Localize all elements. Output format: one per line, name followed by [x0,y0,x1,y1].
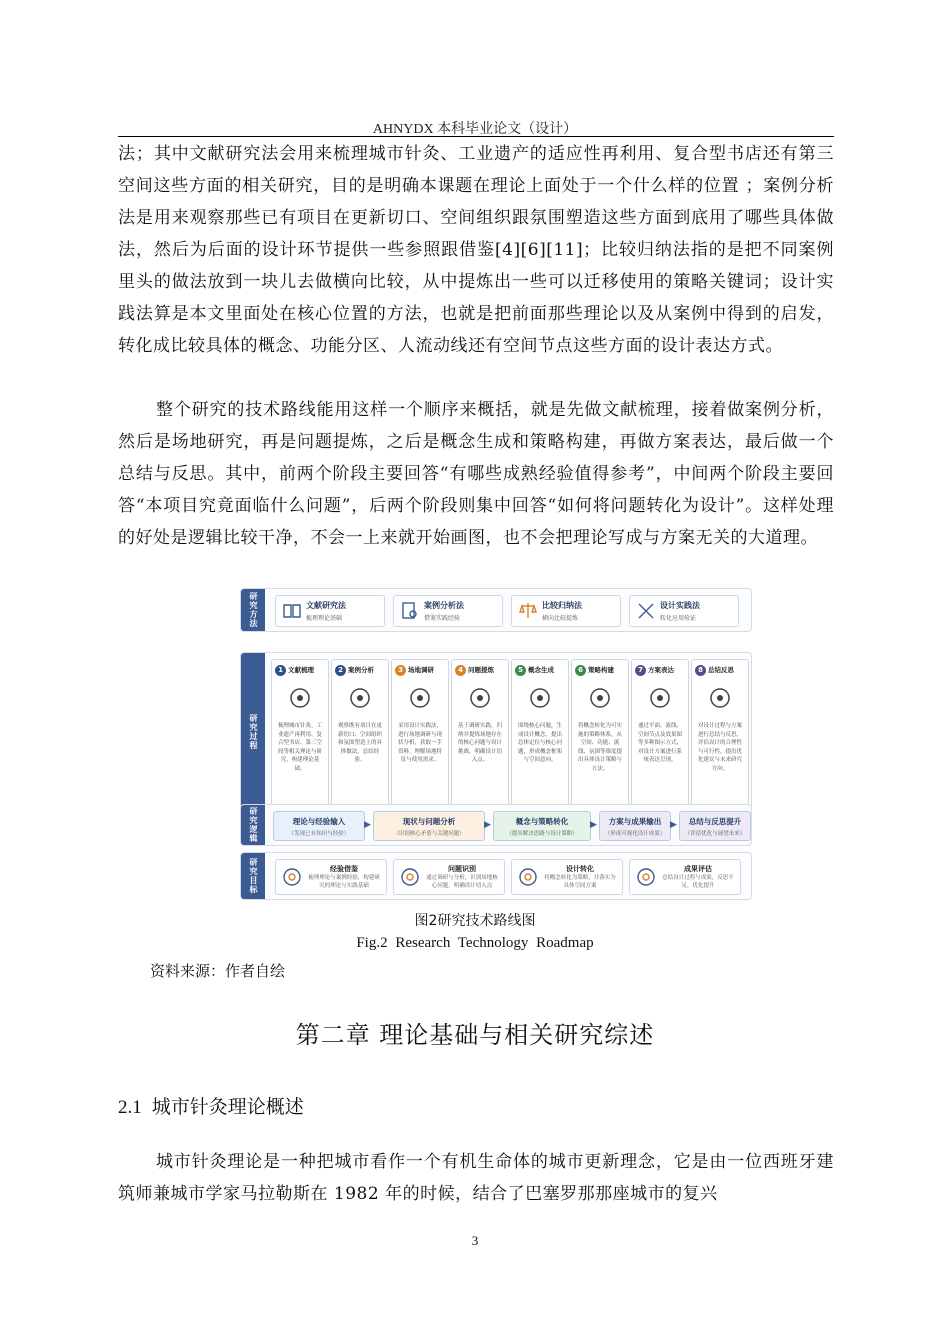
step-number: 4 [455,665,466,676]
step-title: 概念生成 [528,666,554,674]
methods-row [240,588,752,632]
chapter-title: 第二章 理论基础与相关研究综述 [295,1021,655,1049]
goal-card [275,859,387,895]
arrow-right-icon: ▶ [364,820,371,830]
logic-sub: （评估优化与展望未来） [684,831,746,837]
location-pin-icon [408,686,432,710]
logic-title: 概念与策略转化 [515,817,569,826]
header-rule [118,136,834,137]
question-icon [468,686,492,710]
document-search-icon [400,601,420,621]
goal-card [629,859,741,895]
process-step-card [571,659,629,807]
paragraph-roadmap: 整个研究的技术路线能用这样一个顺序来概括，就是先做文献梳理，接着做案例分析，然后是场地研究，再是问题提炼，之后是概念生成和策略构建，再做方案表达，最后做一个总结与反思。其中，前两个阶段主要回答“有哪些成熟经验值得参考”，中间两个阶段主要回答“本项目究竟面临什么问题”，后两个阶段则集中回答“如何将问题转化为设计”。这样处理的好处是逻辑比较干净，不会一上来就开始画图，也不会把理论写成与方案无关的大道理。 [118,400,834,548]
goal-sub: 梳理理论与案例经验，构建研究的理论与实践基础 [308,875,380,889]
logic-sub: （提出解决思路与设计策略） [506,831,578,837]
step-number: 5 [515,665,526,676]
book-icon [282,601,302,621]
logic-step [493,811,591,841]
step-description: 梳理城市针灸、工业遗产再利用、复合型书店、第三空间等相关理论与研究，构建理论基础。 [277,723,322,772]
goal-sub: 将概念转化为策略，并落实为具体空间方案 [544,875,616,889]
arrow-right-icon: ▶ [484,820,491,830]
logic-step [679,811,751,841]
step-description: 将概念转化为可实施的策略体系，从空间、功能、流线、氛围等维度提出具体设计策略与方法。 [577,723,622,772]
logic-step [273,811,365,841]
process-step-card [271,659,329,807]
logic-title: 方案与成果输出 [608,817,662,826]
method-sub: 转化应用验证 [660,615,697,622]
method-card [275,595,385,627]
step-description: 采用设计实践法，进行场地调研与现状分析，获取一手资料，理解场地特征与使用需求。 [397,723,442,763]
section-number: 2.1 [118,1097,142,1118]
logic-step [599,811,671,841]
method-card [393,595,503,627]
step-description: 观察既有项目在更新切口、空间组织和氛围塑造上的具体做法，总结经验。 [337,723,382,763]
row-label-goals: 研究目标 [241,853,265,899]
process-step-card [511,659,569,807]
paragraph-methods: 法；其中文献研究法会用来梳理城市针灸、工业遗产的适应性再利用、复合型书店还有第三空间这些方面的相关研究，目的是明确本课题在理论上面处于一个什么样的位置 ；案例分析法是用来观察那些已有项目在更新切口、空间组织跟氛围塑造这些方面到底用了哪些具体做法，然后为后面的设计环节提供一些参照跟借鉴[4][6][11]；比较归纳法指的是把不同案例里头的做法放到一块儿去做横向比较，从中提炼出一些可以迁移使用的策略关键词；设计实践法算是本文里面处在核心位置的方法，也就是把前面那些理论以及从案例中得到的启发，转化成比较具体的概念、功能分区、人流动线还有空间节点这些方面的设计表达方式。 [118,144,834,356]
logic-sub: （发现已有知识与经验） [288,831,350,837]
arrow-right-icon: ▶ [670,820,677,830]
logic-title: 现状与问题分析 [402,817,456,826]
goal-title: 经验借鉴 [330,865,358,873]
logic-sub: （识别核心矛盾与关键问题） [393,831,465,837]
process-step-card [631,659,689,807]
network-icon [588,686,612,710]
cube-icon [648,686,672,710]
check-circle-icon [636,867,656,887]
pencil-ruler-icon [636,601,656,621]
process-step-card [331,659,389,807]
process-row [240,652,752,812]
method-title: 设计实践法 [660,601,700,610]
figure-source: 资料来源：作者自绘 [150,962,286,980]
paragraph-urban-acupuncture: 城市针灸理论是一种把城市看作一个有机生命体的城市更新理念，它是由一位西班牙建筑师兼城市学家马拉勒斯在 1982 年的时候，结合了巴塞罗那那座城市的复兴 [118,1152,834,1204]
page-number: 3 [471,1233,479,1248]
method-sub: 横向比较提炼 [542,615,579,622]
logic-title: 理论与经验输入 [292,817,346,826]
step-title: 问题提炼 [468,666,494,674]
row-label-process: 研究过程 [241,653,265,811]
step-number: 6 [575,665,586,676]
step-description: 围绕核心问题，生成设计概念，提出总体定位与核心问题，形成概念框架与空间意向。 [517,723,562,763]
target-icon [282,867,302,887]
method-sub: 借鉴实践经验 [424,615,461,622]
magnifier-icon [348,686,372,710]
goal-card [393,859,505,895]
figure-caption-en: Fig.2 Research Technology Roadmap [356,935,594,951]
logic-sub: （形成可视化设计成果） [604,831,666,837]
goal-title: 成果评估 [684,865,712,873]
row-label-methods: 研究方法 [241,589,265,631]
row-label-logic: 研究逻辑 [241,805,265,845]
process-step-card [391,659,449,807]
step-number: 3 [395,665,406,676]
lightbulb-icon [528,686,552,710]
goal-title: 问题识别 [448,865,476,873]
method-card [511,595,621,627]
arrow-right-icon: ▶ [590,820,597,830]
method-title: 案例分析法 [424,601,464,610]
goal-sub: 通过调研与分析，识别场地核心问题，明确设计切入点 [426,875,498,889]
goals-row [240,852,752,900]
step-title: 方案表达 [648,666,674,674]
step-title: 场地调研 [408,666,434,674]
logic-title: 总结与反思提升 [688,817,742,826]
method-card [629,595,739,627]
research-roadmap-figure [240,588,750,906]
process-step-card [691,659,749,807]
logic-step [373,811,485,841]
step-title: 策略构建 [588,666,614,674]
stack-icon [288,686,312,710]
scale-icon [518,601,538,621]
page-header: AHNYDX 本科毕业论文（设计） [372,122,578,137]
step-number: 1 [275,665,286,676]
method-title: 比较归纳法 [542,601,582,610]
goal-title: 设计转化 [566,865,594,873]
logic-row [240,804,752,846]
process-step-card [451,659,509,807]
step-number: 8 [695,665,706,676]
clipboard-icon [708,686,732,710]
figure-caption-cn: 图2研究技术路线图 [414,913,536,929]
step-title: 案例分析 [348,666,374,674]
puzzle-icon [518,867,538,887]
step-description: 对设计过程与方案进行总结与反思，评估设计的合理性与可行性，提出优化建议与未来研究方向。 [697,723,742,772]
step-number: 2 [335,665,346,676]
goal-sub: 总结设计过程与成果，反思不足，优化提升 [662,875,734,889]
section-title: 城市针灸理论概述 [151,1096,304,1118]
goal-card [511,859,623,895]
section-heading [118,1092,304,1119]
search-icon [400,867,420,887]
step-title: 总结反思 [708,666,734,674]
method-title: 文献研究法 [306,601,346,610]
step-description: 基于调研实践，归纳并提炼场地存在的核心问题与设计挑战，明确设计切入点。 [457,723,502,763]
step-title: 文献梳理 [288,666,314,674]
method-sub: 梳理理论基础 [306,615,343,622]
step-description: 通过平面、流线、空间节点及效果图等多种图示方式，对设计方案进行系统表达呈现。 [637,723,682,763]
step-number: 7 [635,665,646,676]
